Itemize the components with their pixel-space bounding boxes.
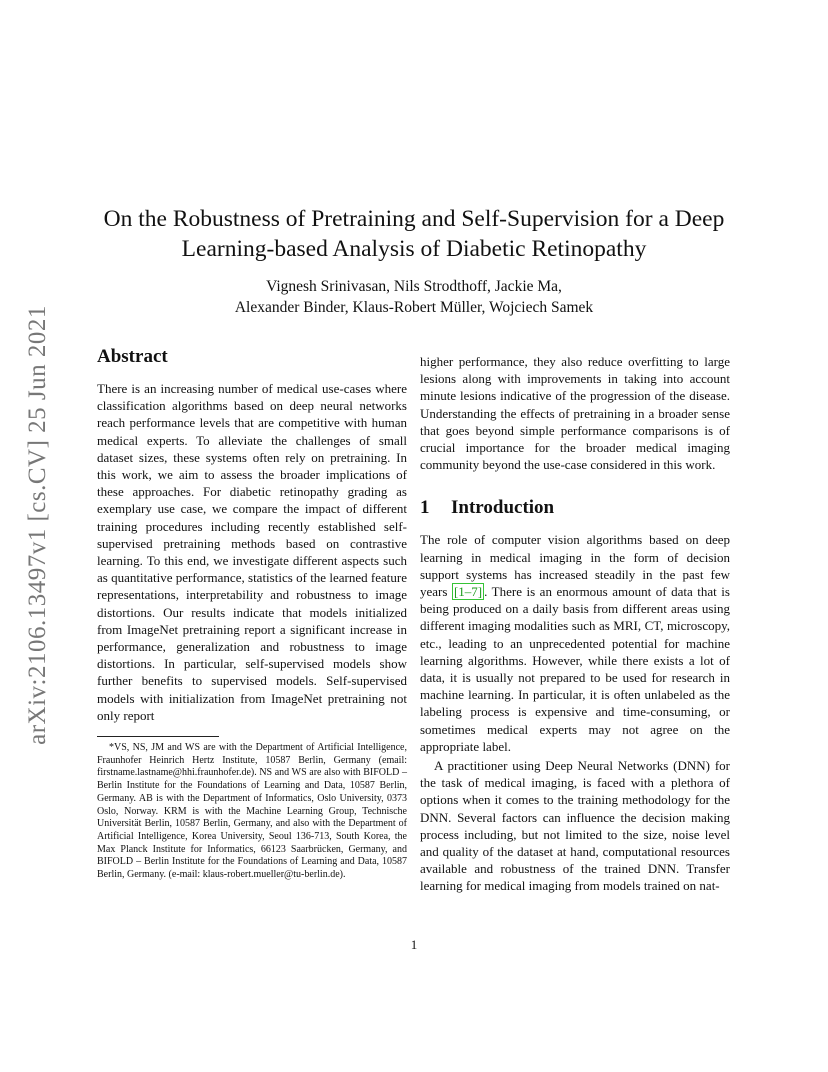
right-column: [420, 353, 730, 895]
page-number: 1: [410, 937, 418, 952]
introduction-heading: [420, 497, 730, 519]
left-column: [97, 346, 407, 882]
footnote-divider: [97, 736, 219, 737]
authors-line-1: Vignesh Srinivasan, Nils Strodthoff, Jackie Ma,: [266, 278, 562, 295]
arxiv-identifier-text: arXiv:2106.13497v1 [cs.CV] 25 Jun 2021: [24, 305, 51, 745]
section-number: 1: [420, 497, 430, 519]
abstract-continuation: higher performance, they also reduce overfitting to large lesions along with improvements in taking into account minute lesions indicative of the progression of the disease. Understanding the effects of pretraining in a broader sense that goes beyond simple performance comparisons is of crucial importance for the broader medical imaging community beyond the use-case considered in this work.: [420, 354, 730, 473]
intro-p1-text-start: The role of computer vision algorithms based on deep learning in medical imaging in the form of decision support systems has increased steadily in the past few years: [420, 532, 730, 600]
citation-link[interactable]: [1–7]: [453, 584, 483, 600]
author-affiliation-footnote: *VS, NS, JM and WS are with the Department of Artificial Intelligence, Fraunhofer Heinrich Hertz Institute, 10587 Berlin, Germany (email: firstname.lastname@hhi.fraunhofer.de). NS and WS are also with BIFOLD – Berlin Institute for the Foundations of Learning and Data, 10587 Berlin, Germany. AB is with the Department of Informatics, Oslo University, 0373 Oslo, Norway. KRM is with the Machine Learning Group, Technische Universität Berlin, 10587 Berlin, Germany, and also with the Department of Artificial Intelligence, Korea University, Seoul 136-713, South Korea, the Max Planck Institute for Informatics, 66123 Saarbrücken, Germany, and BIFOLD – Berlin Institute for the Foundations of Learning and Data, 10587 Berlin, Germany. (e-mail: klaus-robert.mueller@tu-berlin.de).: [97, 742, 407, 881]
section-title: Introduction: [451, 497, 555, 519]
introduction-paragraph-2: A practitioner using Deep Neural Networks (DNN) for the task of medical imaging, is faced with a plethora of options when it comes to the training methodology for the DNN. Several factors can influence the decision making process including, but not limited to the size, noise level and quality of the dataset at hand, computational resources available and robustness of the trained DNN. Transfer learning for medical imaging from models trained on nat-: [420, 758, 730, 894]
abstract-text: There is an increasing number of medical use-cases where classification algorithms based on deep neural networks reach performance levels that are competitive with human medical experts. To alleviate the challenges of small dataset sizes, these systems often rely on pretraining. In this work, we aim to assess the broader implications of these approaches. For diabetic retinopathy grading as exemplary use case, we compare the impact of different training procedures including recently established self-supervised pretraining methods based on contrastive learning. To this end, we investigate different aspects such as quantitative performance, statistics of the learned feature representations, interpretability and robustness to image distortions. Our results indicate that models initialized from ImageNet pretraining report a significant increase in performance, generalization and robustness to image distortions. In particular, self-supervised models show further benefits to supervised models. Self-supervised models with initialization from ImageNet pretraining not only report: [97, 381, 407, 723]
authors-line-2: Alexander Binder, Klaus-Robert Müller, Wojciech Samek: [234, 299, 594, 316]
arxiv-identifier: [18, 290, 58, 760]
paper-title: On the Robustness of Pretraining and Self-Supervision for a Deep Learning-based Analysis of Diabetic Retinopathy: [103, 206, 725, 262]
author-list: [140, 276, 688, 318]
abstract-heading: Abstract: [97, 346, 168, 367]
intro-p1-text-end: . There is an enormous amount of data that is being produced on a daily basis from different areas using different imaging modalities such as MRI, CT, microscopy, etc., leading to an unprecedented potential for machine learning algorithms. However, while there exists a lot of data, it is usually not prepared to be used for research in machine learning. In particular, it is often unlabeled as the labeling process is expensive and time-consuming, or sometimes medical experts may not agree on the appropriate label.: [420, 584, 730, 754]
introduction-paragraph-1: [420, 531, 730, 755]
